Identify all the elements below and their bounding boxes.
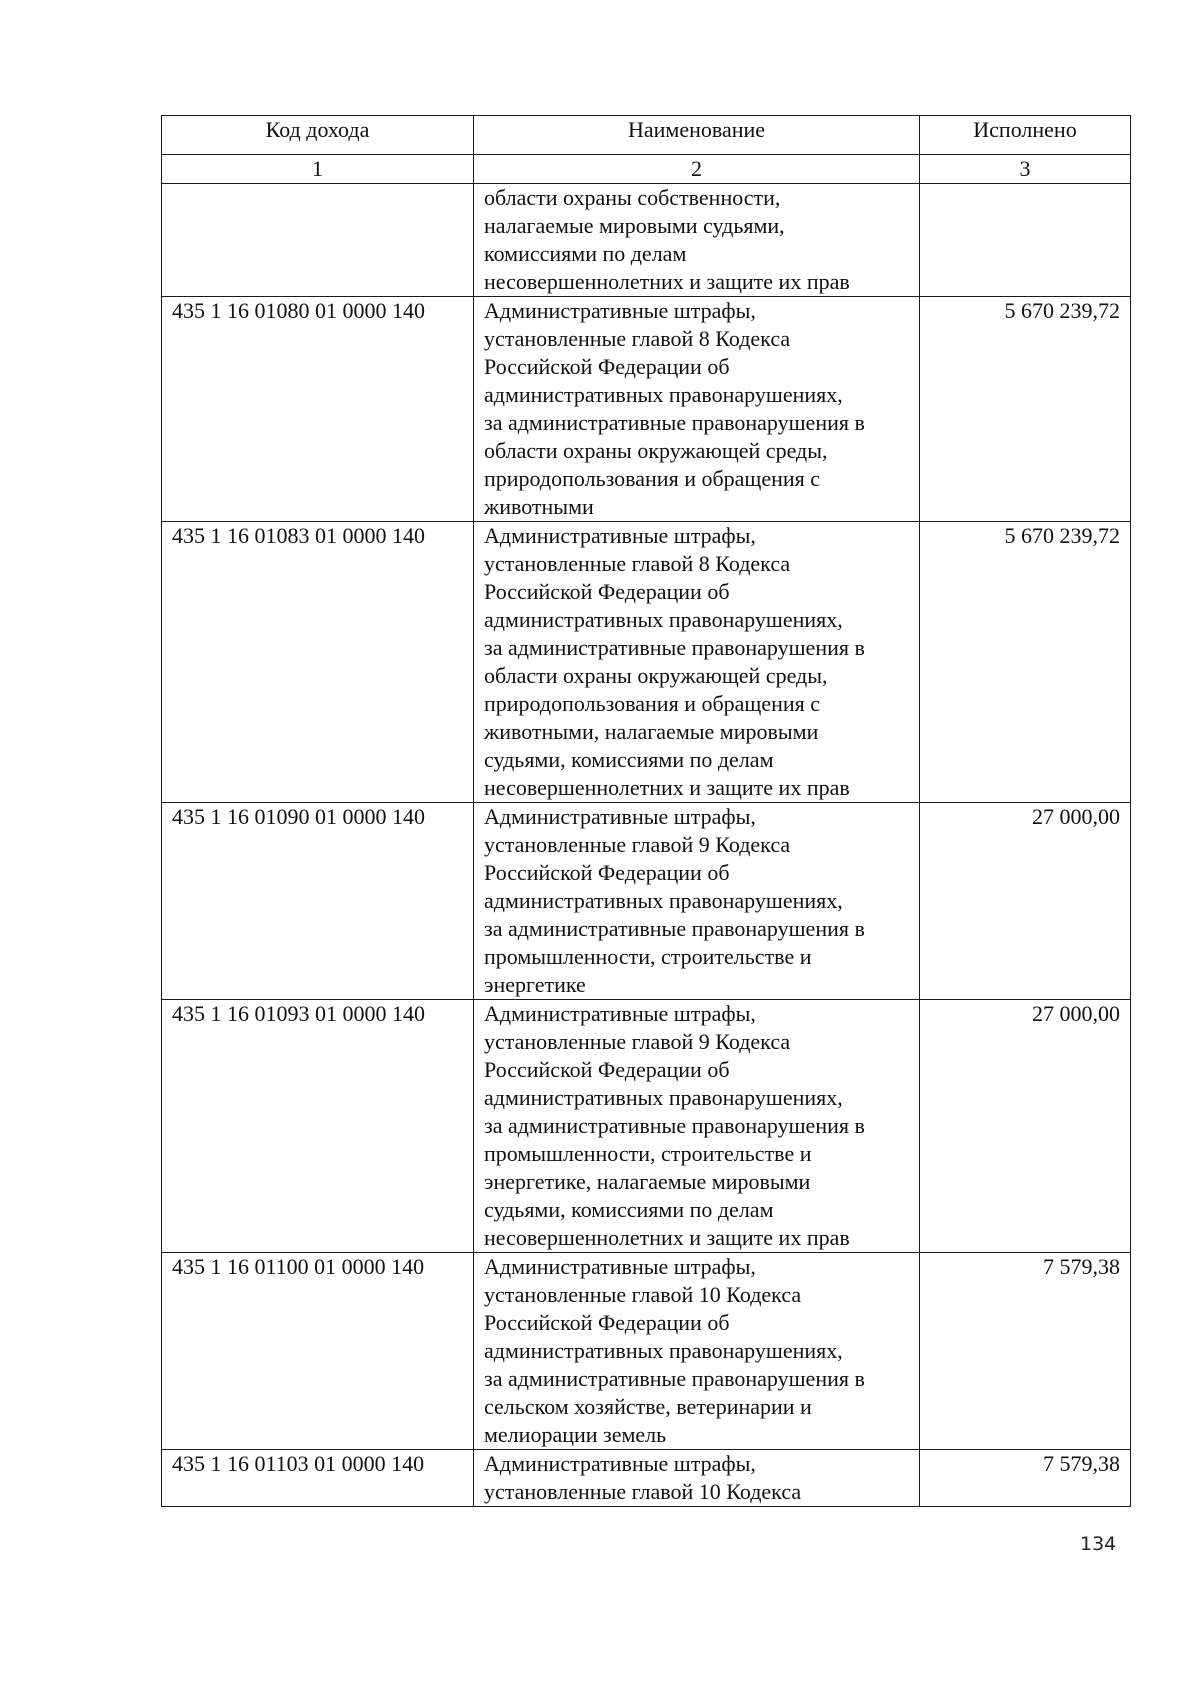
- revenue-name-line: установленные главой 10 Кодекса: [484, 1282, 802, 1307]
- table-row: [162, 184, 1131, 297]
- revenue-name-line: налагаемые мировыми судьями,: [484, 213, 785, 238]
- revenue-name-line: Российской Федерации об: [484, 579, 730, 604]
- revenue-name-cell: [474, 1450, 920, 1507]
- revenue-name-cell: [474, 1253, 920, 1450]
- revenue-name-line: установленные главой 10 Кодекса: [484, 1479, 802, 1504]
- revenue-name-cell: [474, 297, 920, 522]
- revenue-code-cell: 435 1 16 01103 01 0000 140: [162, 1450, 474, 1507]
- revenue-name-line: животными: [484, 494, 594, 519]
- revenue-name-line: установленные главой 9 Кодекса: [484, 832, 791, 857]
- table-row: [162, 297, 1131, 522]
- revenue-name-line: Российской Федерации об: [484, 860, 730, 885]
- revenue-name-line: Российской Федерации об: [484, 354, 730, 379]
- revenue-name-line: области охраны окружающей среды,: [484, 438, 828, 463]
- table-row: [162, 522, 1131, 803]
- revenue-name-line: Российской Федерации об: [484, 1057, 730, 1082]
- page-number: 134: [1080, 1533, 1117, 1555]
- revenue-name-line: установленные главой 8 Кодекса: [484, 551, 791, 576]
- column-number-name: 2: [474, 155, 920, 184]
- table-row: [162, 803, 1131, 1000]
- revenue-name-line: Административные штрафы,: [484, 1451, 756, 1476]
- revenue-name-line: за административные правонарушения в: [484, 410, 865, 435]
- revenue-name-line: энергетике, налагаемые мировыми: [484, 1169, 811, 1194]
- revenue-name-line: установленные главой 9 Кодекса: [484, 1029, 791, 1054]
- revenue-name-line: Административные штрафы,: [484, 1001, 756, 1026]
- revenue-name-line: Российской Федерации об: [484, 1310, 730, 1335]
- revenue-name-line: административных правонарушениях,: [484, 1338, 843, 1363]
- executed-amount-cell: 7 579,38: [920, 1450, 1131, 1507]
- revenue-name-cell: [474, 184, 920, 297]
- revenue-name-line: административных правонарушениях,: [484, 1085, 843, 1110]
- revenue-name-line: животными, налагаемые мировыми: [484, 719, 819, 744]
- revenue-name-line: административных правонарушениях,: [484, 607, 843, 632]
- table-header-row: [162, 116, 1131, 155]
- column-number-row: [162, 155, 1131, 184]
- table-row: [162, 1000, 1131, 1253]
- revenue-name-line: мелиорации земель: [484, 1422, 667, 1447]
- revenue-name-line: несовершеннолетних и защите их прав: [484, 269, 850, 294]
- revenue-name-line: области охраны окружающей среды,: [484, 663, 828, 688]
- revenue-execution-table: [161, 115, 1131, 1507]
- table-body: [162, 184, 1131, 1507]
- revenue-name-line: природопользования и обращения с: [484, 466, 821, 491]
- revenue-code-cell: 435 1 16 01083 01 0000 140: [162, 522, 474, 803]
- revenue-name-line: промышленности, строительстве и: [484, 944, 812, 969]
- column-number-amount: 3: [920, 155, 1131, 184]
- revenue-name-line: административных правонарушениях,: [484, 382, 843, 407]
- revenue-code-cell: 435 1 16 01100 01 0000 140: [162, 1253, 474, 1450]
- executed-amount-cell: 5 670 239,72: [920, 522, 1131, 803]
- revenue-name-line: за административные правонарушения в: [484, 1366, 865, 1391]
- revenue-code-cell: 435 1 16 01090 01 0000 140: [162, 803, 474, 1000]
- executed-amount-cell: 27 000,00: [920, 1000, 1131, 1253]
- revenue-code-cell: [162, 184, 474, 297]
- revenue-name-line: за административные правонарушения в: [484, 916, 865, 941]
- executed-amount-cell: 7 579,38: [920, 1253, 1131, 1450]
- revenue-name-cell: [474, 803, 920, 1000]
- revenue-name-line: энергетике: [484, 972, 586, 997]
- revenue-name-cell: [474, 522, 920, 803]
- revenue-name-line: Административные штрафы,: [484, 523, 756, 548]
- table-row: [162, 1450, 1131, 1507]
- header-amount: Исполнено: [920, 116, 1131, 155]
- header-name: Наименование: [474, 116, 920, 155]
- revenue-name-line: административных правонарушениях,: [484, 888, 843, 913]
- revenue-name-line: природопользования и обращения с: [484, 691, 821, 716]
- revenue-code-cell: 435 1 16 01080 01 0000 140: [162, 297, 474, 522]
- revenue-name-line: несовершеннолетних и защите их прав: [484, 1225, 850, 1250]
- revenue-name-line: судьями, комиссиями по делам: [484, 747, 774, 772]
- revenue-name-line: за административные правонарушения в: [484, 1113, 865, 1138]
- column-number-code: 1: [162, 155, 474, 184]
- revenue-name-line: Административные штрафы,: [484, 1254, 756, 1279]
- executed-amount-cell: 27 000,00: [920, 803, 1131, 1000]
- header-code: Код дохода: [162, 116, 474, 155]
- revenue-name-line: промышленности, строительстве и: [484, 1141, 812, 1166]
- revenue-name-line: Административные штрафы,: [484, 804, 756, 829]
- revenue-name-line: судьями, комиссиями по делам: [484, 1197, 774, 1222]
- revenue-name-line: за административные правонарушения в: [484, 635, 865, 660]
- revenue-name-cell: [474, 1000, 920, 1253]
- executed-amount-cell: 5 670 239,72: [920, 297, 1131, 522]
- revenue-name-line: комиссиями по делам: [484, 241, 687, 266]
- revenue-name-line: несовершеннолетних и защите их прав: [484, 775, 850, 800]
- executed-amount-cell: [920, 184, 1131, 297]
- revenue-name-line: сельском хозяйстве, ветеринарии и: [484, 1394, 812, 1419]
- revenue-code-cell: 435 1 16 01093 01 0000 140: [162, 1000, 474, 1253]
- revenue-name-line: установленные главой 8 Кодекса: [484, 326, 791, 351]
- revenue-name-line: Административные штрафы,: [484, 298, 756, 323]
- revenue-name-line: области охраны собственности,: [484, 185, 781, 210]
- table-row: [162, 1253, 1131, 1450]
